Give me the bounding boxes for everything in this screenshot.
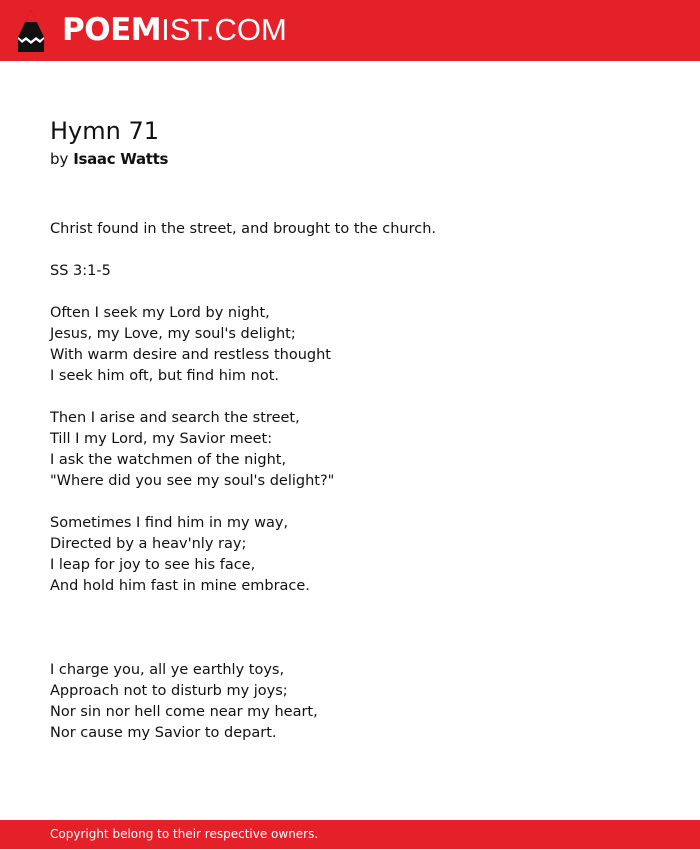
poem-line: Till I my Lord, my Savior meet:	[50, 431, 273, 447]
poem-line: I leap for joy to see his face,	[50, 557, 256, 573]
site-logo-text[interactable]	[62, 12, 287, 48]
poem-line: SS 3:1-5	[50, 263, 111, 279]
poem-title: Hymn 71	[50, 117, 160, 145]
poem-line: Jesus, my Love, my soul's delight;	[50, 326, 296, 342]
poem-line: Christ found in the street, and brought to the church.	[50, 221, 437, 237]
poem-line: I ask the watchmen of the night,	[50, 452, 287, 468]
by-label: by	[50, 150, 69, 168]
poem-line: I seek him oft, but find him not.	[50, 368, 279, 384]
byline	[50, 148, 168, 170]
poem-line: "Where did you see my soul's delight?"	[50, 473, 335, 489]
logo-light-text: IST.COM	[161, 12, 287, 47]
copyright-text: Copyright belong to their respective owners.	[50, 827, 319, 841]
site-footer	[0, 820, 700, 849]
stanza-break	[50, 492, 650, 513]
poem-line: Directed by a heav'nly ray;	[50, 536, 247, 552]
stanza-break	[50, 618, 650, 639]
stanza-break	[50, 240, 650, 261]
poem-line: And hold him fast in mine embrace.	[50, 578, 310, 594]
site-header	[0, 0, 700, 61]
stanza-break	[50, 597, 650, 618]
pencil-logo-icon[interactable]	[18, 10, 44, 52]
logo-bold-text: POEM	[62, 12, 162, 48]
poem-line: Often I seek my Lord by night,	[50, 305, 270, 321]
poem-line: Then I arise and search the street,	[50, 410, 300, 426]
poem-line: I charge you, all ye earthly toys,	[50, 662, 285, 678]
stanza-break	[50, 387, 650, 408]
poem-line: Approach not to disturb my joys;	[50, 683, 288, 699]
poem-line: Nor cause my Savior to depart.	[50, 725, 277, 741]
poem-line: With warm desire and restless thought	[50, 347, 331, 363]
poem-body	[50, 219, 650, 744]
poem-line: Sometimes I find him in my way,	[50, 515, 289, 531]
stanza-break	[50, 639, 650, 660]
stanza-break	[50, 282, 650, 303]
poem-line: Nor sin nor hell come near my heart,	[50, 704, 318, 720]
author-name: Isaac Watts	[73, 150, 169, 168]
